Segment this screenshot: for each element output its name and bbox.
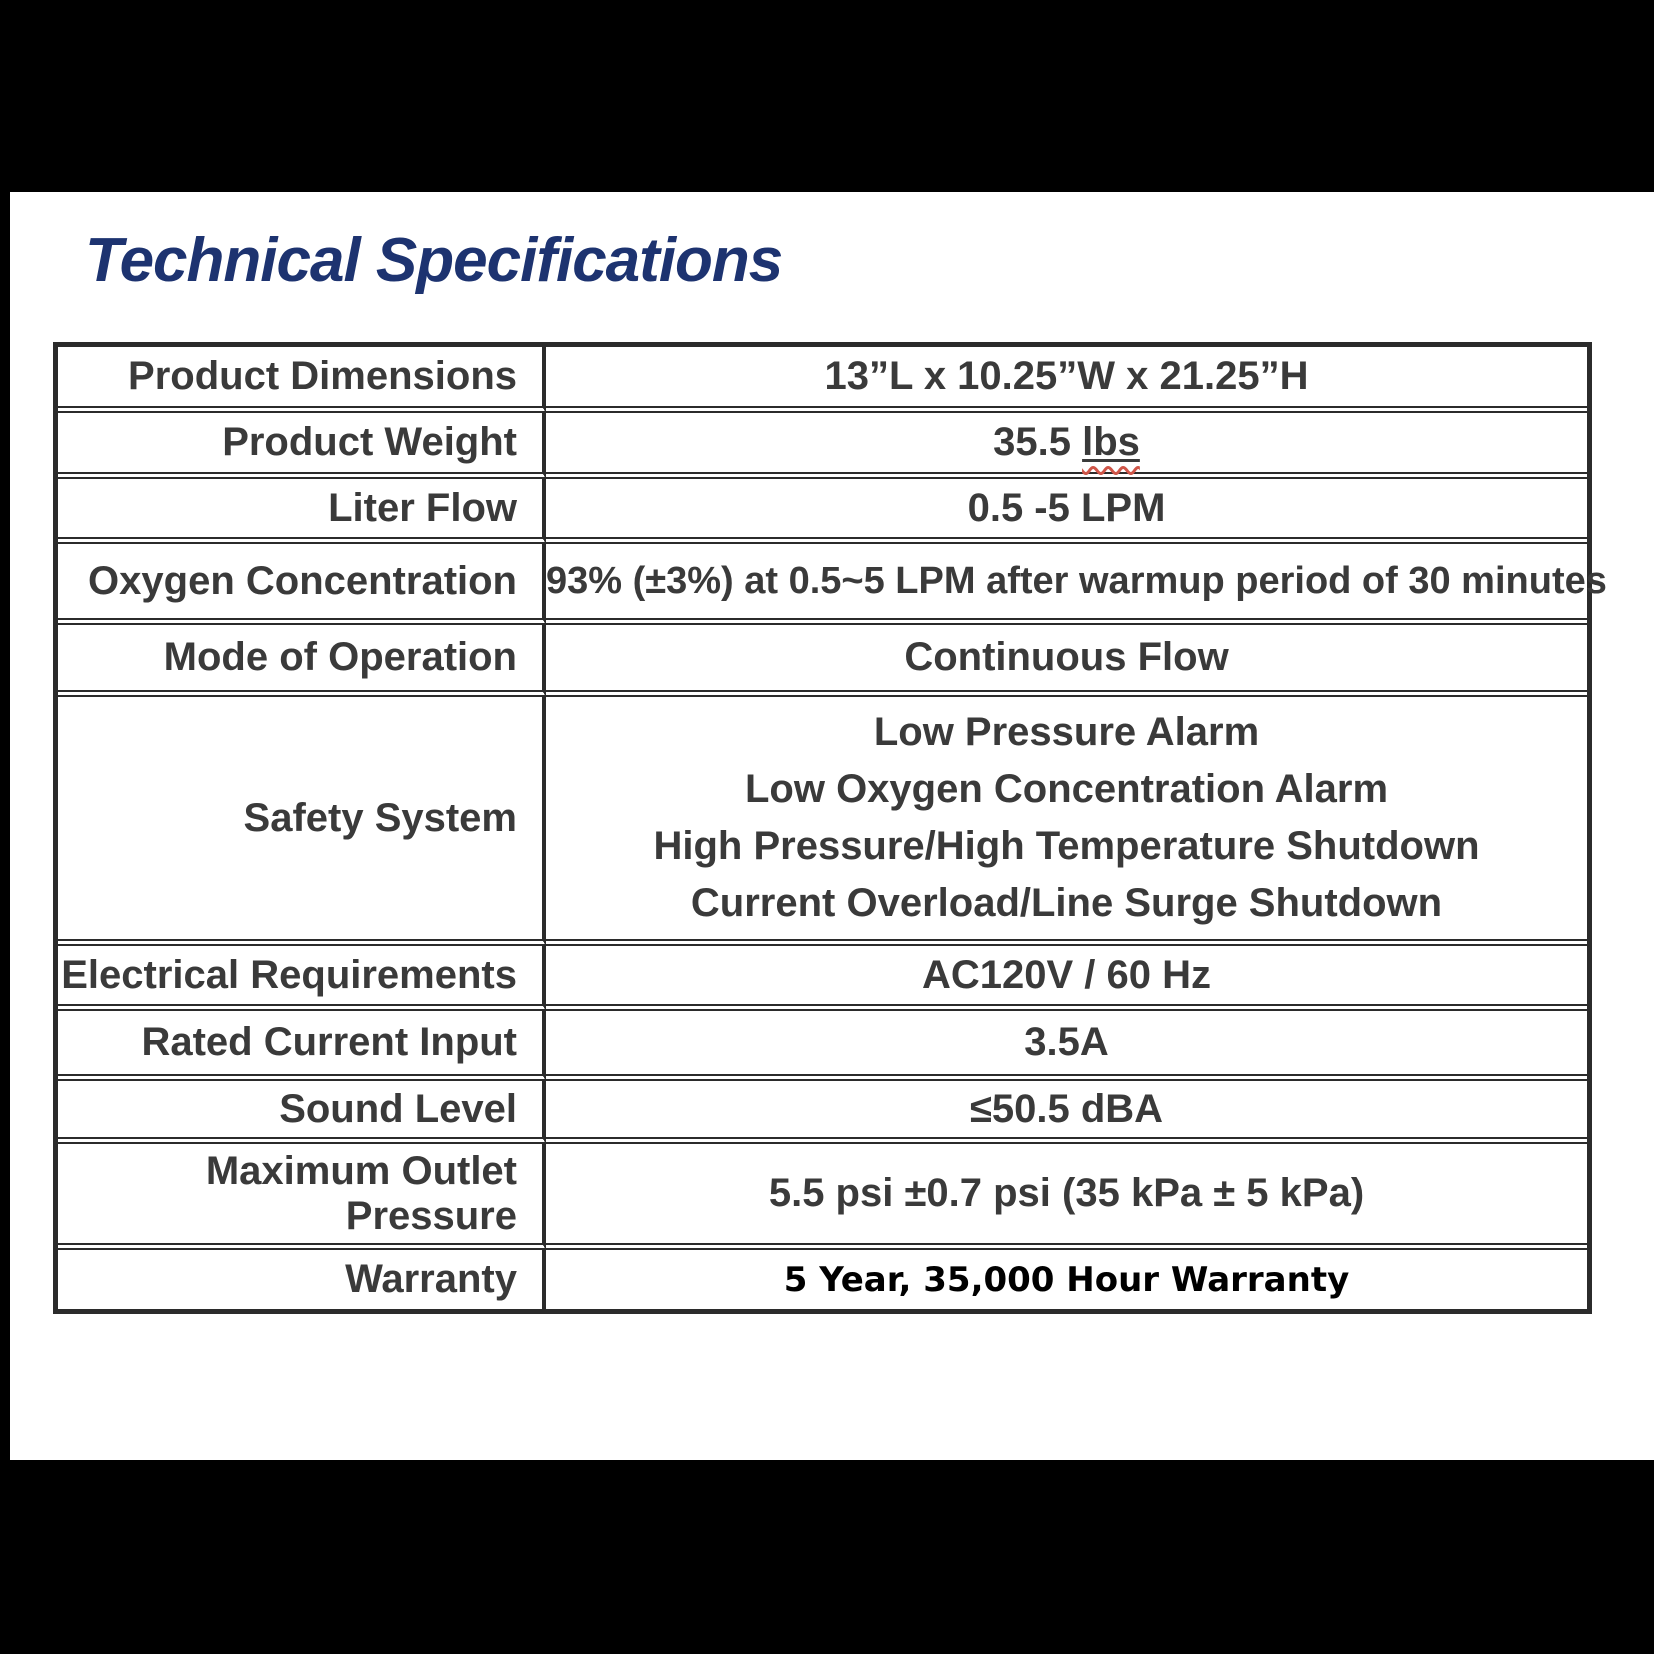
table-row-rated-current-input: [58, 1011, 1587, 1081]
page-title: Technical Specifications: [85, 226, 783, 295]
row-label: Mode of Operation: [58, 625, 546, 697]
row-label: Product Dimensions: [58, 347, 546, 413]
row-label: Warranty: [58, 1250, 546, 1309]
table-row-liter-flow: [58, 479, 1587, 544]
row-value: 3.5A: [546, 1011, 1587, 1081]
row-value: 93% (±3%) at 0.5~5 LPM after warmup period of 30 minutes: [546, 544, 1587, 625]
weight-unit: lbs: [1082, 420, 1140, 464]
row-value: 13”L x 10.25”W x 21.25”H: [546, 347, 1587, 413]
row-value: 0.5 -5 LPM: [546, 479, 1587, 544]
weight-number: 35.5: [993, 420, 1083, 464]
table-row-electrical-requirements: [58, 946, 1587, 1011]
row-value: Continuous Flow: [546, 625, 1587, 697]
row-label: Oxygen Concentration: [58, 544, 546, 625]
row-value: [546, 697, 1587, 946]
row-label: Sound Level: [58, 1081, 546, 1144]
table-row-product-dimensions: [58, 347, 1587, 413]
row-value: 5.5 psi ±0.7 psi (35 kPa ± 5 kPa): [546, 1144, 1587, 1250]
row-label: Maximum Outlet Pressure: [58, 1144, 546, 1250]
safety-line: High Pressure/High Temperature Shutdown: [653, 824, 1480, 868]
table-row-maximum-outlet-pressure: [58, 1144, 1587, 1250]
row-label: Liter Flow: [58, 479, 546, 544]
row-value: [546, 413, 1587, 479]
spec-table: [53, 342, 1607, 1314]
row-label: Product Weight: [58, 413, 546, 479]
spellcheck-squiggle: [1082, 420, 1140, 464]
table-row-warranty: [58, 1250, 1587, 1309]
row-value: ≤50.5 dBA: [546, 1081, 1587, 1144]
safety-line: Low Oxygen Concentration Alarm: [744, 767, 1389, 811]
row-label: Electrical Requirements: [58, 946, 546, 1011]
spec-sheet-page: [10, 192, 1654, 1460]
row-label: Safety System: [58, 697, 546, 946]
table-row-product-weight: [58, 413, 1587, 479]
safety-line: Current Overload/Line Surge Shutdown: [690, 881, 1443, 925]
table-row-mode-of-operation: [58, 625, 1587, 697]
row-value: 5 Year, 35,000 Hour Warranty: [783, 1259, 1350, 1300]
table-row-safety-system: [58, 697, 1587, 946]
safety-line: Low Pressure Alarm: [873, 710, 1260, 754]
table-row-sound-level: [58, 1081, 1587, 1144]
row-label: Rated Current Input: [58, 1011, 546, 1081]
table-row-oxygen-concentration: [58, 544, 1587, 625]
row-value: AC120V / 60 Hz: [546, 946, 1587, 1011]
